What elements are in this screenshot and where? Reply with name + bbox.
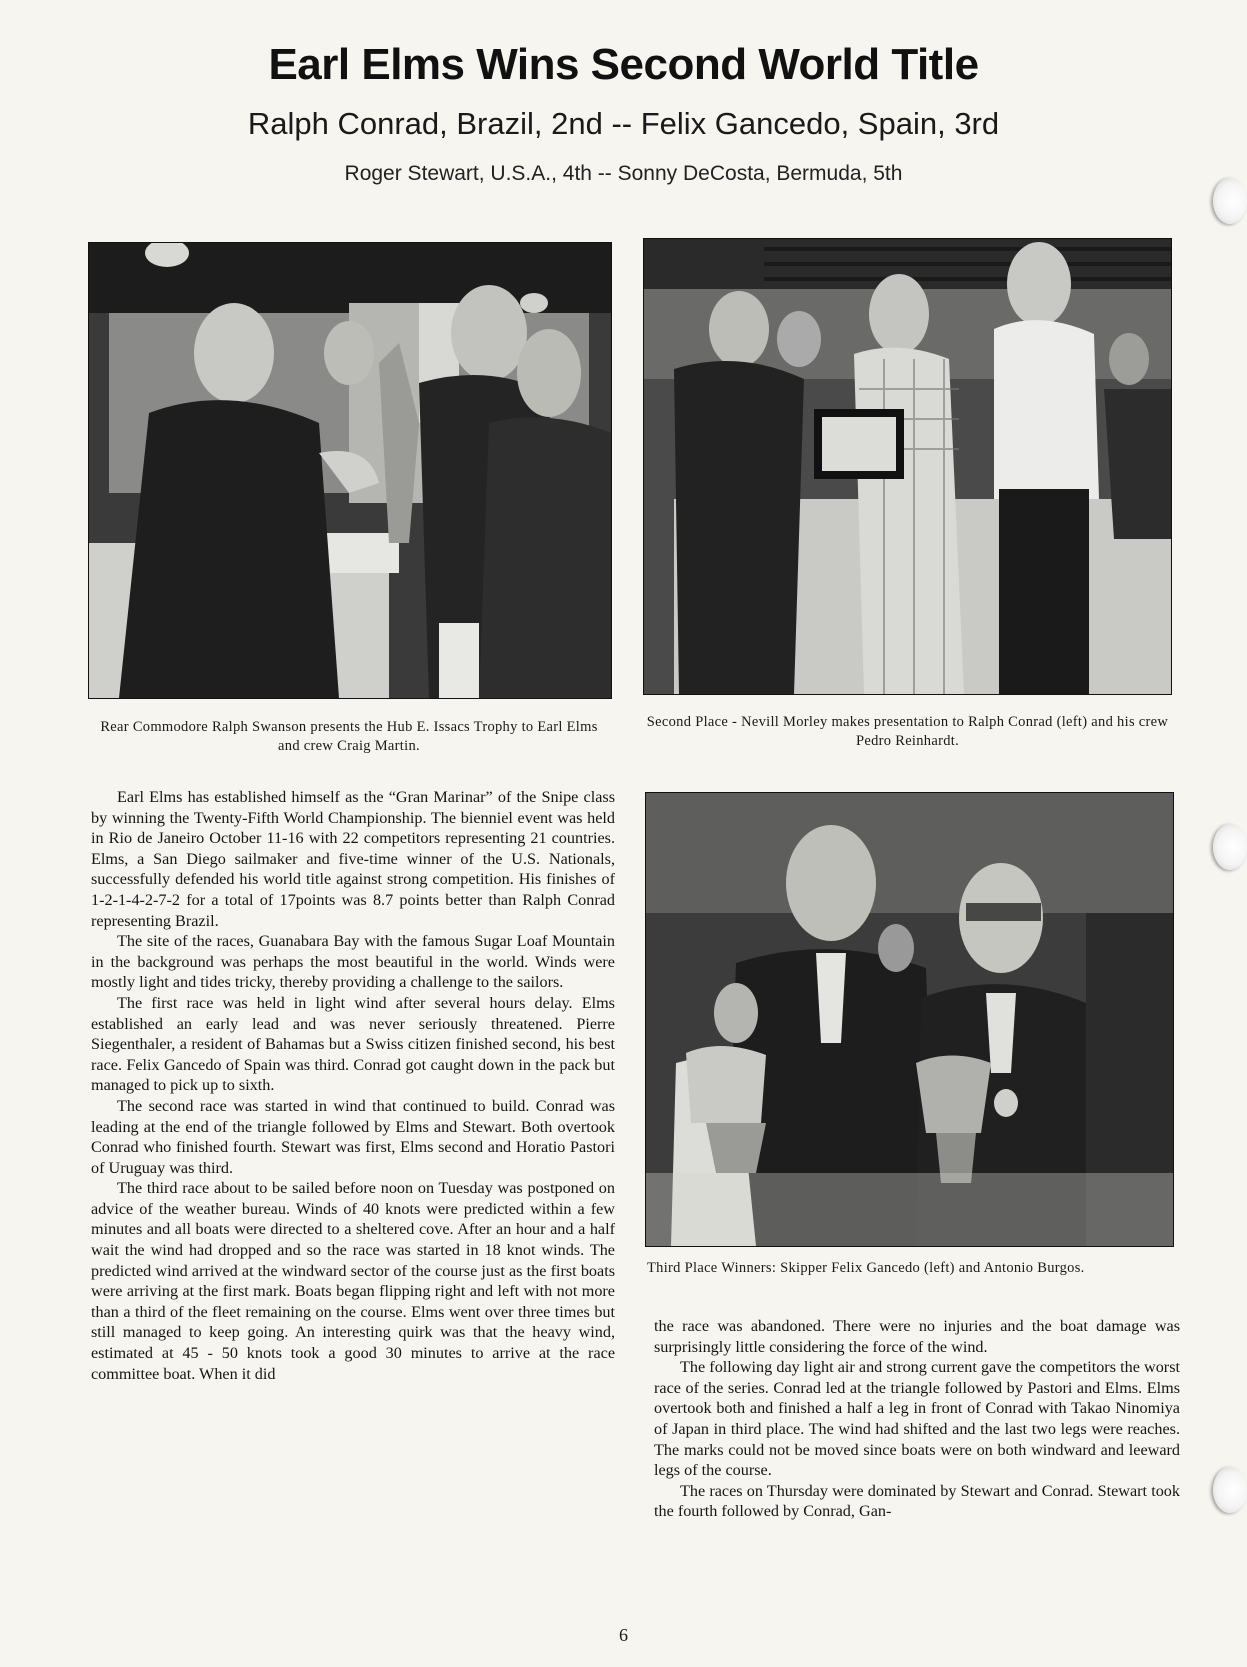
caption-photo-3: Third Place Winners: Skipper Felix Gancedo (left) and Antonio Burgos. [647, 1260, 1085, 1276]
binder-hole [1213, 178, 1247, 224]
article-subsubtitle: Roger Stewart, U.S.A., 4th -- Sonny DeCosta, Bermuda, 5th [344, 162, 903, 185]
article-title: Earl Elms Wins Second World Title [268, 40, 979, 89]
paragraph: The first race was held in light wind after several hours delay. Elms established an early lead and was never seriously threatened. Pierre Siegenthaler, a resident of Bahamas but a Swiss citizen finished second, his best race. Felix Gancedo of Spain was third. Conrad got caught down in the pack but managed to pick up to sixth. [91, 993, 615, 1095]
binder-hole [1213, 1467, 1247, 1513]
photo-trophy-presentation [88, 242, 612, 699]
caption-photo-1: Rear Commodore Ralph Swanson presents the Hub E. Issacs Trophy to Earl Elms and crew Craig Martin. [100, 719, 598, 754]
paragraph: Earl Elms has established himself as the “Gran Marinar” of the Snipe class by winning the Twenty-Fifth World Championship. The bienniel event was held in Rio de Janeiro October 11-16 with 22 competitors representing 21 countries. Elms, a San Diego sailmaker and five-time winner of the U.S. Nationals, successfully defended his world title against strong competition. His finishes of 1-2-1-4-2-7-2 for a total of 17points was 8.7 points better than Ralph Conrad representing Brazil. [91, 788, 615, 930]
paragraph: The following day light air and strong current gave the competitors the worst race of the series. Conrad led at the triangle followed by Pastori and Elms. Elms overtook both and finished a half a leg in front of Conrad with Takao Ninomiya of Japan in third place. The wind had shifted and the last two legs were reaches. The marks could not be moved since boats were on both windward and leeward legs of the course. [654, 1358, 1180, 1480]
paragraph: the race was abandoned. There were no injuries and the boat damage was surprisingly little considering the force of the wind. [654, 1317, 1180, 1356]
binder-hole [1213, 824, 1247, 870]
caption-photo-2: Second Place - Nevill Morley makes presentation to Ralph Conrad (left) and his crew Pedro Reinhardt. [646, 714, 1169, 749]
photo-second-place [643, 238, 1172, 695]
photo-third-place [645, 792, 1174, 1247]
article-right-column [654, 1316, 1180, 1522]
paragraph: The site of the races, Guanabara Bay with the famous Sugar Loaf Mountain in the background was perhaps the most beautiful in the world. Winds were mostly light and tides tricky, thereby providing a challenge to the sailors. [91, 932, 615, 992]
paragraph: The third race about to be sailed before noon on Tuesday was postponed on advice of the weather bureau. Winds of 40 knots were predicted within a few minutes and all boats were directed to a sheltered cove. After an hour and a half wait the wind had dropped and so the race was started in 18 knot winds. The predicted wind arrived at the windward sector of the course just as the first boats were arriving at the first mark. Boats began flipping right and left with not more than a third of the fleet remaining on the course. Elms went over three times but still managed to keep going. An interesting quirk was that the heavy wind, estimated at 45 - 50 knots took a good 30 minutes to arrive at the race committee boat. When it did [91, 1179, 615, 1383]
paragraph: The second race was started in wind that continued to build. Conrad was leading at the end of the triangle followed by Elms and Stewart. Both overtook Conrad who finished fourth. Stewart was first, Elms second and Horatio Pastori of Uruguay was third. [91, 1096, 615, 1177]
article-left-column [91, 787, 615, 1384]
page-number: 6 [619, 1625, 628, 1645]
article-subtitle: Ralph Conrad, Brazil, 2nd -- Felix Gancedo, Spain, 3rd [247, 106, 1000, 141]
paragraph: The races on Thursday were dominated by Stewart and Conrad. Stewart took the fourth followed by Conrad, Gan- [654, 1481, 1180, 1521]
